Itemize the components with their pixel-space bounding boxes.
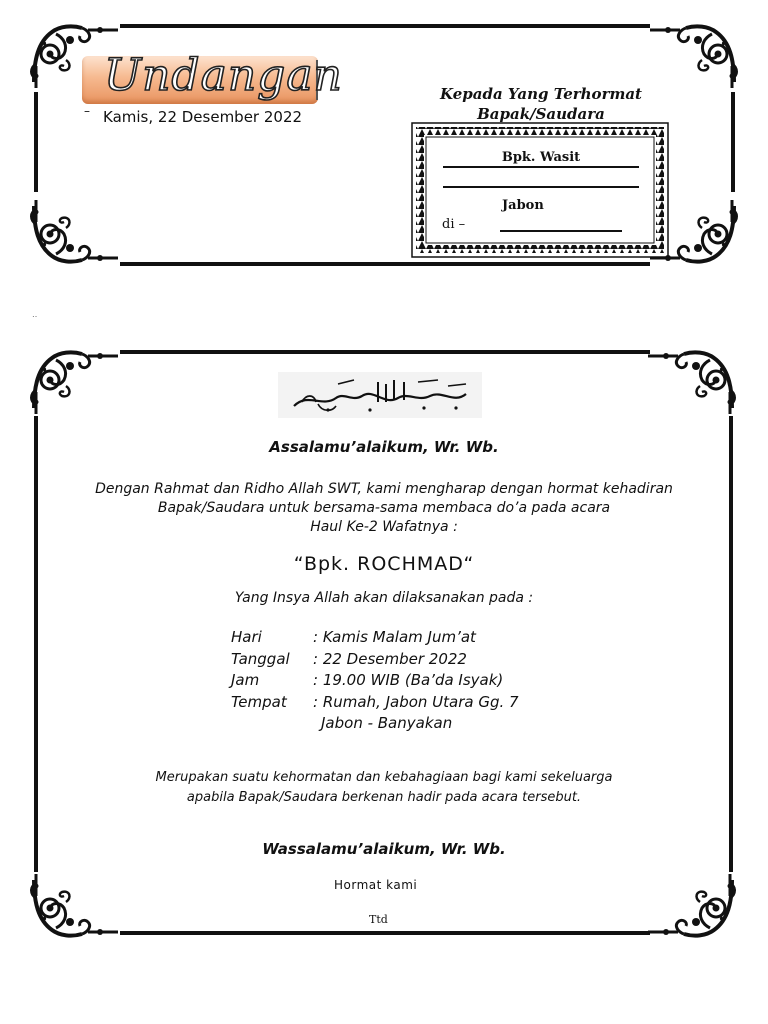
- honoree-name: “Bpk. ROCHMAD“: [293, 553, 475, 575]
- detail-value: : Rumah, Jabon Utara Gg. 7: [313, 692, 519, 711]
- invitation-date: Kamis, 22 Desember 2022: [103, 108, 303, 126]
- di-label: di –: [442, 217, 466, 232]
- envelope-border-bottom: [120, 262, 650, 266]
- letter-border-top: [120, 350, 650, 354]
- separator-dots: ‥: [32, 310, 38, 319]
- ornament-corner-icon: [26, 198, 122, 268]
- detail-label: Tempat: [231, 692, 287, 711]
- intro-line: Bapak/Saudara untuk bersama-sama membaca do’a pada acara: [157, 500, 611, 516]
- address-box-border: [410, 121, 670, 259]
- detail-label: Hari: [231, 628, 262, 646]
- recipient-heading: [432, 84, 650, 124]
- recipient-heading-line-1: Kepada Yang Terhormat: [440, 85, 642, 103]
- address-continuation: Jabon - Banyakan: [321, 714, 453, 732]
- signature-text: Ttd: [369, 913, 388, 926]
- closing-line: Merupakan suatu kehormatan dan kebahagiaan bagi kami sekeluarga: [155, 770, 613, 785]
- regards-text: Hormat kami: [334, 878, 418, 892]
- detail-label: Jam: [231, 671, 260, 689]
- detail-value: : 22 Desember 2022: [313, 649, 467, 668]
- address-rule: [443, 186, 639, 188]
- intro-line: Dengan Rahmat dan Ridho Allah SWT, kami mengharap dengan hormat kehadiran: [95, 481, 673, 497]
- dash-mark: –: [84, 104, 90, 118]
- basmalah-calligraphy-icon: [278, 372, 482, 418]
- ornament-corner-icon: [26, 346, 122, 416]
- schedule-intro: Yang Insya Allah akan dilaksanakan pada :: [234, 590, 534, 606]
- detail-value: : 19.00 WIB (Ba’da Isyak): [313, 671, 504, 689]
- ornament-corner-icon: [26, 872, 122, 942]
- closing-paragraph: [40, 768, 728, 808]
- ornament-corner-icon: [644, 346, 740, 416]
- letter-border-right: [729, 416, 733, 872]
- envelope-border-left: [34, 92, 38, 192]
- recipient-heading-line-2: Bapak/Saudara: [477, 105, 605, 123]
- closing-line: apabila Bapak/Saudara berkenan hadir pada acara tersebut.: [186, 790, 582, 805]
- invitation-title: Undangan: [104, 50, 343, 101]
- detail-value: : Kamis Malam Jum’at: [313, 628, 476, 646]
- address-rule: [443, 166, 639, 168]
- intro-paragraph: [40, 480, 728, 537]
- ornament-corner-icon: [644, 872, 740, 942]
- detail-label: Tanggal: [231, 649, 290, 668]
- closing-greeting: Wassalamu’alaikum, Wr. Wb.: [262, 840, 506, 858]
- recipient-name: Bpk. Wasit: [501, 150, 581, 165]
- letter-border-left: [34, 416, 38, 872]
- opening-greeting: Assalamu’alaikum, Wr. Wb.: [269, 438, 499, 456]
- envelope-border-top: [120, 24, 650, 28]
- address-rule: [500, 230, 622, 232]
- letter-border-bottom: [120, 931, 650, 935]
- envelope-border-right: [731, 92, 735, 192]
- address-box: [410, 121, 670, 259]
- recipient-place: Jabon: [502, 198, 544, 213]
- intro-line: Haul Ke-2 Wafatnya :: [310, 519, 458, 535]
- ornament-corner-icon: [646, 20, 742, 90]
